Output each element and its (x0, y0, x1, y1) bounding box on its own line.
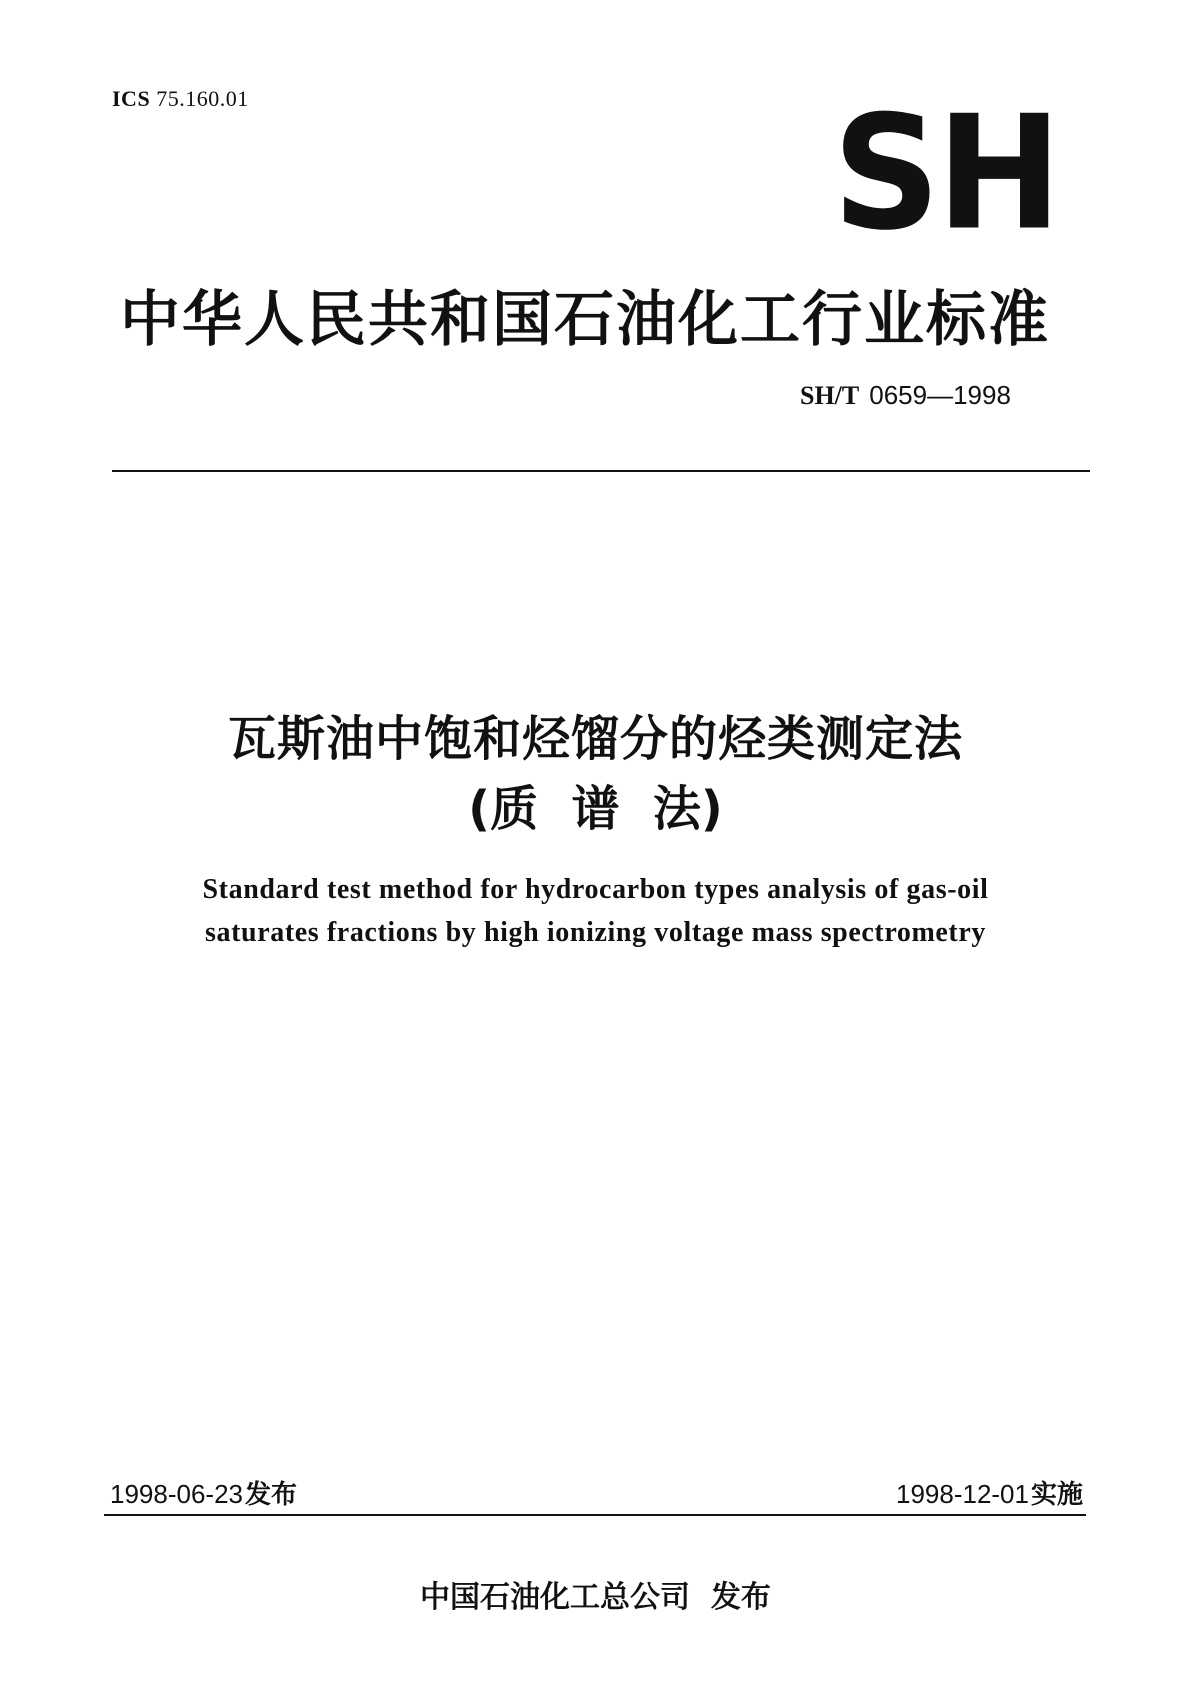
document-title-english-line1: Standard test method for hydrocarbon types analysis of gas-oil (202, 874, 989, 905)
header-divider (112, 470, 1090, 472)
publish-label: 发布 (245, 1480, 298, 1510)
document-subtitle-chinese: (质 谱 法) (468, 781, 723, 837)
publish-date: 1998-06-23 (110, 1479, 243, 1509)
document-title-english-line2: saturates fractions by high ionizing voltage mass spectrometry (205, 917, 986, 948)
issuing-organization: 中国石油化工总公司 发布 (420, 1580, 771, 1615)
implement-date: 1998-12-01 (895, 1479, 1029, 1509)
industry-standard-title: 中华人民共和国石油化工行业标准 (120, 285, 1050, 355)
document-title-chinese: 瓦斯油中饱和烃馏分的烃类测定法 (227, 711, 963, 767)
implement-date-block (896, 1474, 1083, 1511)
ics-label: ICS (112, 86, 151, 111)
ics-code: 75.160.01 (156, 86, 249, 111)
footer-divider (104, 1514, 1086, 1516)
standard-prefix: SH/T (800, 381, 860, 410)
ics-classification (112, 86, 249, 112)
sh-logo: SH (832, 82, 1058, 266)
standard-number (800, 380, 1011, 411)
standard-code: 0659—1998 (869, 380, 1011, 410)
publish-date-block (110, 1474, 297, 1511)
implement-label: 实施 (1030, 1480, 1083, 1510)
